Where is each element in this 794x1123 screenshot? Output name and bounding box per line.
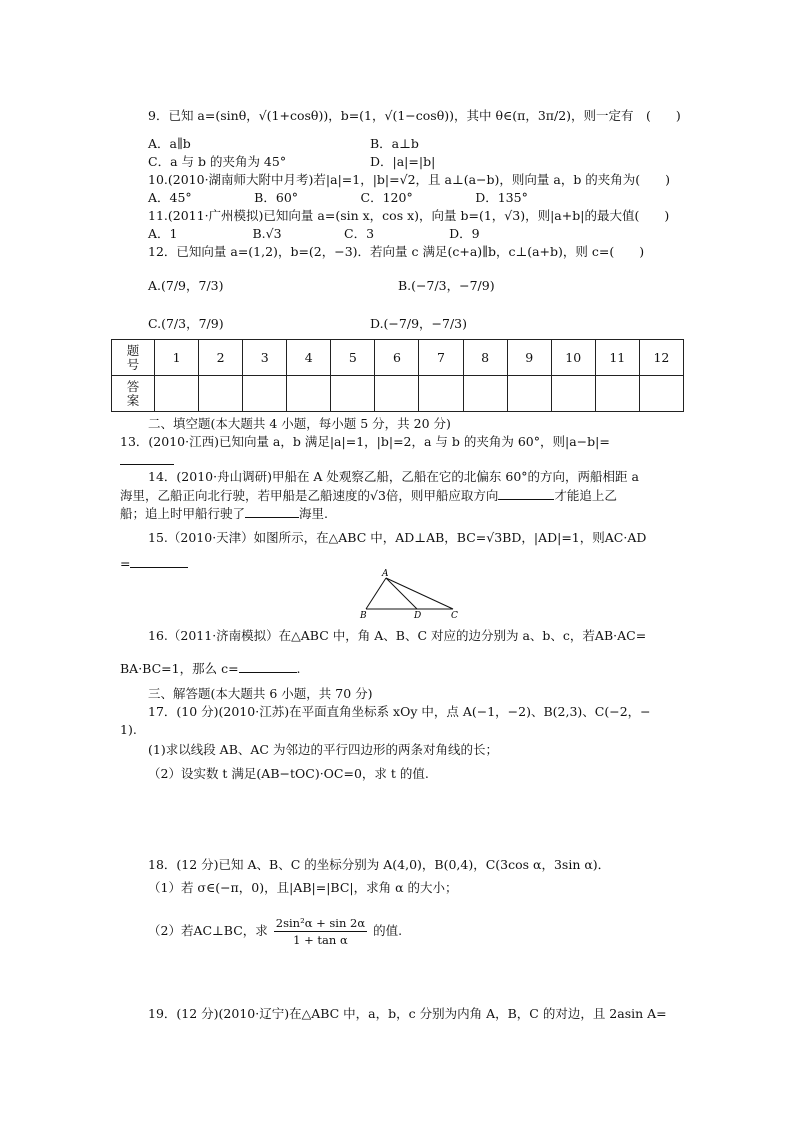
question-number-cell: 7 [419,340,463,376]
fig-label-b: B [360,611,367,620]
answer-cell[interactable] [331,376,375,412]
q15-stem: 15.（2010·天津）如图所示，在△ABC 中，AD⊥AB，BC=√3BD，|AD|=1，则AC·AD [148,530,647,545]
q17-part1: (1)求以线段 AB、AC 为邻边的平行四边形的两条对角线的长； [148,742,498,757]
q14-blank-2 [245,505,299,518]
q14-blank-1 [498,487,554,500]
q18-part2: （2）若AC⊥BC，求 $\frac{\text{2sin²α + sin 2α}}{\text{1 + tan α}}$ 的值. [148,916,403,947]
q17-stem: 17．(10 分)(2010·江苏)在平面直角坐标系 xOy 中，点 A(−1，−2)、B(2,3)、C(−2，− [148,704,651,719]
answer-table [111,339,684,412]
question-number-cell: 9 [507,340,551,376]
question-number-cell: 4 [287,340,331,376]
q12-option-c: C.(7/3，7/9) [148,316,224,331]
answer-cell[interactable] [375,376,419,412]
answer-cell[interactable] [639,376,683,412]
answer-cell[interactable] [595,376,639,412]
q19-stem: 19．(12 分)(2010·辽宁)在△ABC 中，a，b，c 分别为内角 A，B，C 的对边，且 2asin A= [148,1006,667,1021]
q14-line3: 船；追上时甲船行驶了 海里. [120,506,328,521]
answer-cell[interactable] [463,376,507,412]
answer-cell[interactable] [199,376,243,412]
fig-label-d: D [414,611,422,620]
question-number-cell: 8 [463,340,507,376]
q9-option-a: A．a∥b [148,136,191,151]
question-number-cell: 3 [243,340,287,376]
q16-blank [239,660,297,673]
q12-option-b: B.(−7/3，−7/9) [398,278,495,293]
question-number-cell: 5 [331,340,375,376]
q18-fraction: $\frac{\text{2sin²α + sin 2α}}{\text{1 + tan α}}$ [275,916,366,947]
q17-part2: （2）设实数 t 满足(AB−tOC)·OC=0，求 t 的值. [148,766,429,781]
q11-stem: 11.(2011·广州模拟)已知向量 a=(sin x，cos x)，向量 b=(1，√3)，则|a+b|的最大值( ) [148,208,670,223]
q9-option-d: D．|a|=|b| [370,154,436,169]
fig-label-a: A [382,569,389,579]
q9-option-b: B．a⊥b [370,136,419,151]
q15-blank [130,555,188,568]
answer-cell[interactable] [419,376,463,412]
q13-stem: 13．(2010·江西)已知向量 a，b 满足|a|=1，|b|=2，a 与 b 的夹角为 60°，则|a−b|= [120,434,610,449]
answer-cell[interactable] [551,376,595,412]
answer-cell[interactable] [243,376,287,412]
q16-line2: BA·BC=1，那么 c= . [120,661,301,676]
q10-stem: 10.(2010·湖南师大附中月考)若|a|=1，|b|=√2，且 a⊥(a−b)，则向量 a，b 的夹角为( ) [148,172,671,187]
question-number-cell: 1 [155,340,199,376]
question-number-cell: 6 [375,340,419,376]
q14-stem: 14．(2010·舟山调研)甲船在 A 处观察乙船，乙船在它的北偏东 60°的方向，两船相距 a [148,469,639,484]
fig-label-c: C [451,611,458,620]
q12-option-d: D.(−7/9，−7/3) [370,316,467,331]
q14-line2: 海里，乙船正向北行驶，若甲船是乙船速度的√3倍，则甲船应取方向 才能追上乙 [120,488,617,503]
q10-options: A．45° B．60° C．120° D．135° [148,190,528,205]
triangle-figure [356,568,466,620]
question-number-cell: 2 [199,340,243,376]
answer-table-answer-row [112,376,684,412]
answer-table-number-row [112,340,684,376]
question-number-cell: 12 [639,340,683,376]
table-header-question-no: 题 号 [112,340,155,376]
q15-line2: = [120,555,188,572]
question-number-cell: 10 [551,340,595,376]
q12-option-a: A.(7/9，7/3) [148,278,224,293]
q9-option-c: C．a 与 b 的夹角为 45° [148,154,287,169]
q16-stem: 16.（2011·济南模拟）在△ABC 中，角 A、B、C 对应的边分别为 a、b、c，若AB·AC= [148,628,647,643]
answer-cell[interactable] [507,376,551,412]
q13-answer-line [120,452,174,469]
answer-cell[interactable] [287,376,331,412]
q9-stem: 9．已知 a=(sinθ，√(1+cosθ))，b=(1，√(1−cosθ))，其中 θ∈(π，3π/2)，则一定有 ( ) [148,108,681,123]
q11-options: A．1 B.√3 C．3 D．9 [148,226,480,241]
table-header-answer: 答 案 [112,376,155,412]
section-3-heading: 三、解答题(本大题共 6 小题，共 70 分) [148,686,373,701]
q17-line2: 1). [120,722,137,737]
question-number-cell: 11 [595,340,639,376]
q18-part1: （1）若 σ∈(−π，0)，且|AB|=|BC|，求角 α 的大小； [148,880,458,895]
section-2-heading: 二、填空题(本大题共 4 小题，每小题 5 分，共 20 分) [148,416,451,431]
q12-stem: 12．已知向量 a=(1,2)，b=(2，−3)．若向量 c 满足(c+a)∥b，c⊥(a+b)，则 c=( ) [148,244,645,259]
answer-cell[interactable] [155,376,199,412]
q18-stem: 18．(12 分)已知 A、B、C 的坐标分别为 A(4,0)，B(0,4)，C(3cos α，3sin α)． [148,857,611,872]
